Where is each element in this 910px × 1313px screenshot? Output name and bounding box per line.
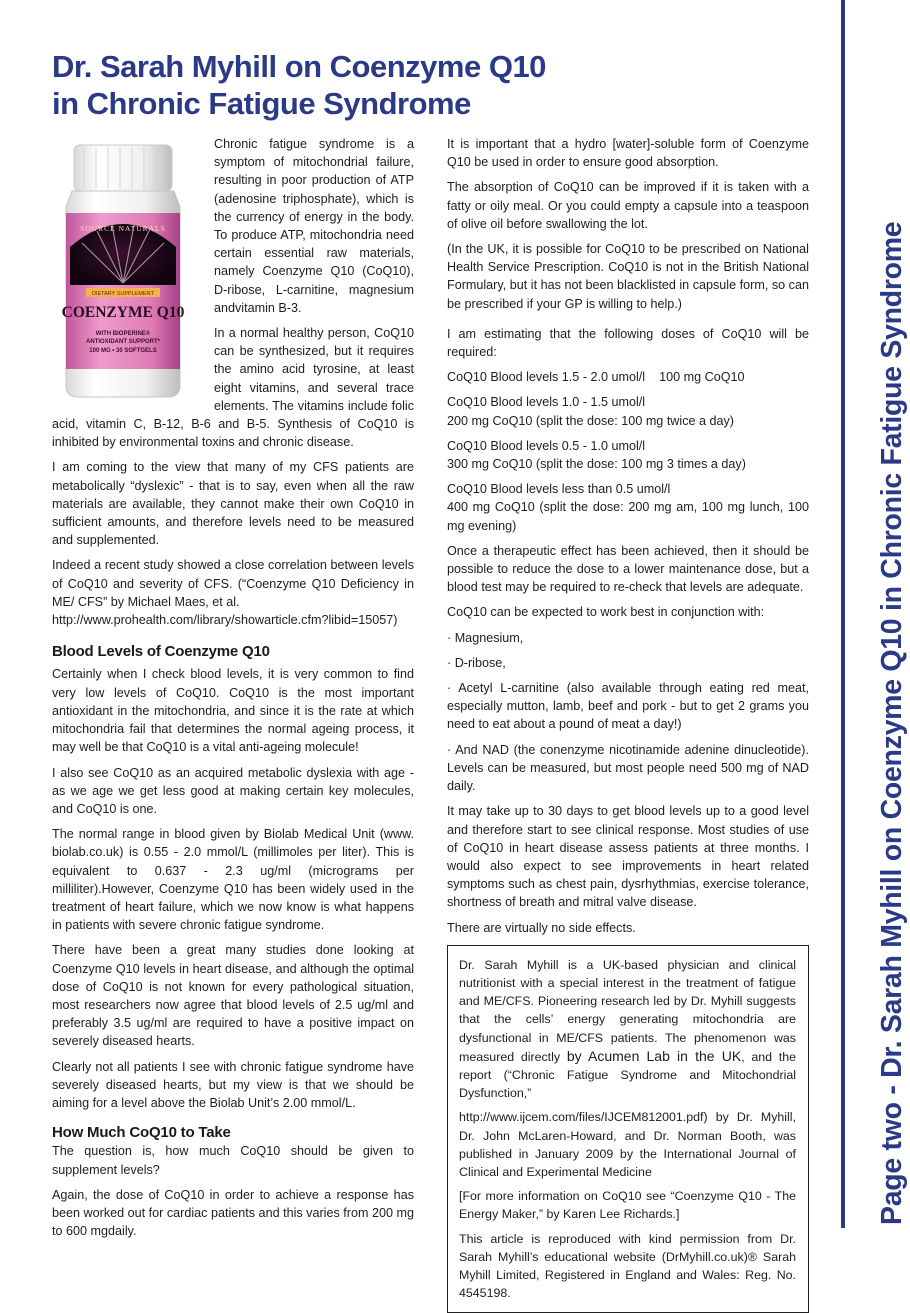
paragraph: Again, the dose of CoQ10 in order to achieve a response has been worked out for cardiac patients and this varies from 200 mg to 600 mgdaily. bbox=[52, 1187, 414, 1239]
paragraph: It may take up to 30 days to get blood levels up to a good level and therefore start to see clinical response. Most studies of use of CoQ10 in heart disease assess patients at three months. I would also expect to see improvements in heart related symptoms such as chest pain, dysrhythmias, exercise tolerance, shortness of breath and mitral valve disease. bbox=[447, 804, 809, 910]
paragraph: Clearly not all patients I see with chronic fatigue syndrome have severely diseased hearts, but my view is that we should be aiming for a level above the Biolab Unit’s 2.00 mmol/L. bbox=[52, 1059, 414, 1110]
sidebar bbox=[836, 0, 908, 1228]
paragraph: Once a therapeutic effect has been achieved, then it should be possible to reduce the dose to a lower maintenance dose, but a blood test may be required to re-check that levels are adequate. bbox=[447, 543, 809, 595]
bottle-sub3: 100 MG • 30 SOFTGELS bbox=[89, 348, 157, 354]
list-item: · D-ribose, bbox=[447, 655, 506, 670]
dose-line: CoQ10 Blood levels less than 0.5 umol/l bbox=[447, 482, 671, 497]
box-paragraph: [For more information on CoQ10 see “Coenzyme Q10 - The Energy Maker,” by Karen Lee Richards.] bbox=[459, 1189, 796, 1222]
title-line-1: Dr. Sarah Myhill on Coenzyme Q10 bbox=[52, 49, 546, 84]
list-item: · Acetyl L-carnitine (also available through eating red meat, especially mutton, lamb, beef and pork - but to get 2 grams you need to eat about a pound of meat a day!) bbox=[447, 681, 809, 732]
paragraph: Certainly when I check blood levels, it is very common to find very low levels of CoQ10. CoQ10 is the most important antioxidant in the mitochondria, and since it is the rate at which mitochondria fail that determines the normal ageing process, it may well be that CoQ10 is a vital anti-ageing molecule! bbox=[52, 667, 414, 755]
heading-blood-levels: Blood Levels of Coenzyme Q10 bbox=[52, 643, 270, 661]
bottle-sub2: ANTIOXIDANT SUPPORT* bbox=[85, 339, 161, 345]
column-left bbox=[52, 135, 414, 1247]
paragraph: I also see CoQ10 as an acquired metabolic dyslexia with age - as we age we get less good at making certain key molecules, and CoQ10 is one. bbox=[52, 765, 414, 816]
bottle-brand: SOURCE NATURALS bbox=[80, 224, 166, 233]
paragraph: The question is, how much CoQ10 should be given to supplement levels? bbox=[52, 1144, 414, 1177]
paragraph: CoQ10 can be expected to work best in conjunction with: bbox=[447, 605, 765, 620]
paragraph: It is important that a hydro [water]-soluble form of Coenzyme Q10 be used in order to ensure good absorption. bbox=[447, 137, 809, 170]
paragraph: In a normal healthy person, CoQ10 can be synthesized, but it requires the amino acid tyrosine, at least eight vitamins, and several trace elements. The vitamins include folic acid, vitamin C, B-12, B-6 and B-5. Synthesis of CoQ10 is inhibited by environmental toxins and chronic disease. bbox=[52, 326, 414, 450]
box-text: Dr. Sarah Myhill is a UK-based physician and clinical nutritionist with a special interest in the treatment of fatigue and ME/CFS. Pioneering research led by Dr. Myhill suggests that the cells’ energy generating mitochondria are dysfunctional in ME/CFS patients. The phenomenon was measured directly bbox=[459, 957, 796, 1064]
box-paragraph: http://www.ijcem.com/files/IJCEM812001.pdf) by Dr. Myhill, Dr. John McLaren-Howard, and Dr. Norman Booth, was published in January 2009 by the International Journal of Clinical and Experimental Medicine bbox=[459, 1110, 796, 1179]
dose-line: 400 mg CoQ10 (split the dose: 200 mg am, 100 mg lunch, 100 mg evening) bbox=[447, 500, 809, 533]
dose-line: CoQ10 Blood levels 1.0 - 1.5 umol/l bbox=[447, 395, 646, 410]
paragraph: (In the UK, it is possible for CoQ10 to be prescribed on National Health Service Prescription. CoQ10 is not in the British National Formulary, but it has not been blacklisted in capsule form, so can be prescribed if your GP is willing to help.) bbox=[447, 242, 809, 311]
paragraph: I am coming to the view that many of my CFS patients are metabolically “dyslexic” - that is to say, even when all the raw materials are available, they cannot make their own CoQ10 in sufficient amounts, and therefore levels need to be measured and supplemented. bbox=[52, 460, 414, 548]
paragraph: The normal range in blood given by Biolab Medical Unit (www. biolab.co.uk) is 0.55 - 2.0 mmol/L (millimoles per liter). This is equivalent to 0.637 - 2.3 ug/ml (micrograms per milliliter).However, Coenzyme Q10 has been widely used in the treatment of heart failure, which we now know is what happens in patients with severe chronic fatigue syndrome. bbox=[52, 827, 414, 933]
title-line-2: in Chronic Fatigue Syndrome bbox=[52, 86, 471, 121]
list-item: · And NAD (the conenzyme nicotinamide adenine dinucleotide). Levels can be measured, but most people need 500 mg of NAD daily. bbox=[447, 742, 809, 794]
list-item: · Magnesium, bbox=[447, 630, 524, 645]
paragraph: There are virtually no side effects. bbox=[447, 920, 636, 935]
dose-line: 300 mg CoQ10 (split the dose: 100 mg 3 times a day) bbox=[447, 457, 746, 472]
bottle-name: COENZYME Q10 bbox=[61, 304, 185, 321]
sidebar-rule bbox=[841, 0, 845, 1228]
sidebar-running-title: Page two - Dr. Sarah Myhill on Coenzyme Q10 in Chronic Fatigue Syndrome bbox=[876, 221, 908, 1225]
page-title bbox=[52, 48, 672, 122]
heading-how-much: How Much CoQ10 to Take bbox=[52, 1124, 231, 1142]
dose-line: CoQ10 Blood levels 1.5 - 2.0 umol/l 100 mg CoQ10 bbox=[447, 370, 745, 385]
coq10-bottle-image bbox=[52, 135, 194, 400]
paragraph: The absorption of CoQ10 can be improved if it is taken with a fatty or oily meal. Or you could empty a capsule into a teaspoon of olive oil before swallowing the lot. bbox=[447, 180, 809, 231]
paragraph: Chronic fatigue syndrome is a symptom of mitochondrial failure, resulting in poor production of ATP (adenosine triphosphate), which is the currency of energy in the body. To produce ATP, mitochondria need certain essential raw materials, namely Coenzyme Q10 (CoQ10), D-ribose, L-carnitine, magnesium andvitamin B-3. bbox=[214, 137, 414, 315]
paragraph: Indeed a recent study showed a close correlation between levels of CoQ10 and severity of CFS. (“Coenzyme Q10 Deficiency in ME/ CFS” by Michael Maes, et al. bbox=[52, 558, 414, 609]
paragraph: I am estimating that the following doses of CoQ10 will be required: bbox=[447, 326, 809, 360]
study-url: http://www.prohealth.com/library/showarticle.cfm?libid=15057) bbox=[52, 613, 398, 628]
paragraph: There have been a great many studies done looking at Coenzyme Q10 levels in heart disease, and although the optimal dose of CoQ10 is not known for every pathological situation, most researchers now agree that blood levels of 2.5 ug/ml and preferably 3.5 ug/ml are required to have a positive impact on severely diseased hearts. bbox=[52, 943, 414, 1049]
box-text: , and the report (“Chronic Fatigue Syndrome and Mitochondrial Dysfunction,” bbox=[459, 1049, 796, 1101]
column-right bbox=[447, 135, 809, 1313]
box-paragraph: This article is reproduced with kind permission from Dr. Sarah Myhill’s educational website (DrMyhill.co.uk)® Sarah Myhill Limited, Registered in England and Wales: Reg. No. 4545198. bbox=[459, 1231, 796, 1301]
author-info-box bbox=[447, 945, 809, 1313]
box-text-large: by Acumen Lab in the UK bbox=[566, 1047, 742, 1064]
bottle-sub1: WITH BIOPERINE® bbox=[95, 331, 151, 337]
box-paragraph bbox=[459, 956, 796, 1103]
bottle-tag: DIETARY SUPPLEMENT bbox=[91, 291, 155, 297]
dose-line: 200 mg CoQ10 (split the dose: 100 mg twice a day) bbox=[447, 413, 735, 428]
dose-line: CoQ10 Blood levels 0.5 - 1.0 umol/l bbox=[447, 438, 646, 453]
